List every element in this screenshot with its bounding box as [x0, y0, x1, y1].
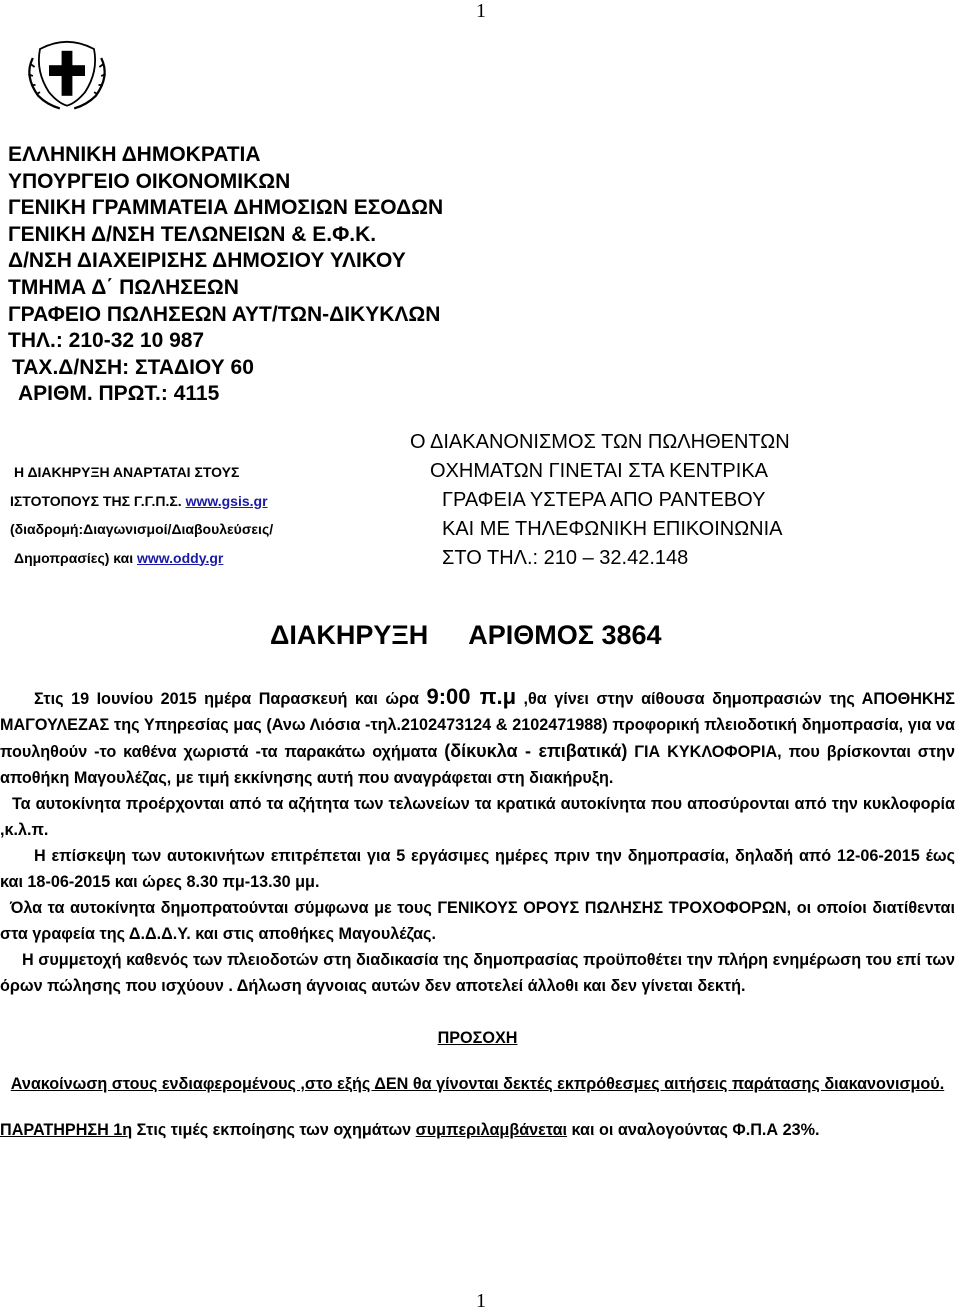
header-line: ΤΜΗΜΑ Δ΄ ΠΩΛΗΣΕΩΝ	[8, 275, 239, 299]
greek-coat-of-arms-icon	[22, 22, 112, 112]
header-line: ΓΡΑΦΕΙΟ ΠΩΛΗΣΕΩΝ ΑΥΤ/ΤΩΝ-ΔΙΚΥΚΛΩΝ	[8, 302, 441, 326]
gsis-link[interactable]: www.gsis.gr	[185, 492, 268, 509]
declaration-body	[0, 684, 955, 1143]
header-line: ΕΛΛΗΝΙΚΗ ΔΗΜΟΚΡΑΤΙΑ	[8, 143, 261, 166]
posting-notice	[8, 458, 273, 572]
header-line: ΓΕΝΙΚΗ Δ/ΝΣΗ ΤΕΛΩΝΕΙΩΝ & Ε.Φ.Κ.	[8, 222, 377, 246]
page-number-top: 1	[476, 0, 486, 22]
paragraph-auction: Στις 19 Ιουνίου 2015 ημέρα Παρασκευή και ώρα 9:00 π.μ ,θα γίνει στην αίθουσα δημοπρασιών της ΑΠΟΘΗΚΗΣ ΜΑΓΟΥΛΕΖΑΣ της Υπηρεσίας μας (Ανω Λιόσια -τηλ.2102473124 & 2102471988) προφορική πλειοδοτική δημοπρασία, για να πουληθούν -το καθένα χωριστά -τα παρακάτω οχήματα (δίκυκλα - επιβατικά) ΓΙΑ ΚΥΚΛΟΦΟΡΙΑ, που βρίσκονται στην αποθήκη Μαγουλέζας, με τιμή εκκίνησης αυτή που αναγράφεται στη διακήρυξη.	[0, 684, 956, 787]
oddy-link[interactable]: www.oddy.gr	[137, 549, 224, 566]
settlement-notice	[400, 428, 900, 573]
remark-underlined: συμπεριλαμβάνεται	[415, 1121, 568, 1139]
auction-time: 9:00 π.μ	[426, 684, 517, 709]
posting-line: ΙΣΤΟΤΟΠΟΥΣ ΤΗΣ Γ.Γ.Π.Σ.	[10, 492, 186, 509]
settlement-line: Ο ΔΙΑΚΑΝΟΝΙΣΜΟΣ ΤΩΝ ΠΩΛΗΘΕΝΤΩΝ	[410, 431, 790, 453]
declaration-title	[270, 620, 662, 651]
announcement: Ανακοίνωση στους ενδιαφερομένους ,στο εξής ΔΕΝ θα γίνονται δεκτές εκπρόθεσμες αιτήσεις παράτασης διακανονισμού.	[10, 1075, 945, 1093]
paragraph-participation: Η συμμετοχή καθενός των πλειοδοτών στη διαδικασία της δημοπρασίας προϋποθέτει την πλήρη ενημέρωση του επί των όρων πώλησης που ισχύουν . Δήλωση άγνοιας αυτών δεν αποτελεί άλλοθι και δεν γίνεται δεκτή.	[0, 951, 955, 995]
settlement-line: ΚΑΙ ΜΕ ΤΗΛΕΦΩΝΙΚΗ ΕΠΙΚΟΙΝΩΝΙΑ	[442, 518, 783, 540]
vehicle-types: (δίκυκλα - επιβατικά)	[444, 741, 628, 761]
remark-label: ΠΑΡΑΤΗΡΗΣΗ 1η	[0, 1121, 133, 1139]
title-right: ΑΡΙΘΜΟΣ 3864	[468, 620, 662, 650]
settlement-line: ΓΡΑΦΕΙΑ ΥΣΤΕΡΑ ΑΠΟ ΡΑΝΤΕΒΟΥ	[442, 489, 766, 511]
settlement-line: ΣΤΟ ΤΗΛ.: 210 – 32.42.148	[442, 547, 689, 569]
page-number-bottom: 1	[476, 1290, 486, 1312]
remark: ΠΑΡΑΤΗΡΗΣΗ 1η Στις τιμές εκποίησης των οχημάτων συμπεριλαμβάνεται και οι αναλογούντας Φ.Π.Α 23%.	[0, 1121, 820, 1139]
posting-line: Δημοπρασίες) και	[14, 549, 137, 566]
attention-heading: ΠΡΟΣΟΧΗ	[437, 1029, 518, 1047]
title-left: ΔΙΑΚΗΡΥΞΗ	[270, 620, 429, 650]
header-line: ΤΑΧ.Δ/ΝΣΗ: ΣΤΑΔΙΟΥ 60	[12, 355, 254, 379]
issuer-header	[8, 142, 443, 408]
header-line: Δ/ΝΣΗ ΔΙΑΧΕΙΡΙΣΗΣ ΔΗΜΟΣΙΟΥ ΥΛΙΚΟΥ	[8, 249, 406, 273]
settlement-line: ΟΧΗΜΑΤΩΝ ΓΙΝΕΤΑΙ ΣΤΑ ΚΕΝΤΡΙΚΑ	[430, 460, 769, 482]
paragraph-visit: Η επίσκεψη των αυτοκινήτων επιτρέπεται για 5 εργάσιμες ημέρες πριν την δημοπρασία, δηλαδή από 12-06-2015 έως και 18-06-2015 και ώρες 8.30 πμ-13.30 μμ.	[0, 847, 955, 891]
posting-line: Η ΔΙΑΚΗΡΥΞΗ ΑΝΑΡΤΑΤΑΙ ΣΤΟΥΣ	[14, 464, 240, 480]
header-line: ΑΡΙΘΜ. ΠΡΩΤ.: 4115	[18, 382, 220, 406]
header-line: ΓΕΝΙΚΗ ΓΡΑΜΜΑΤΕΙΑ ΔΗΜΟΣΙΩΝ ΕΣΟΔΩΝ	[8, 196, 444, 220]
header-line: ΤΗΛ.: 210-32 10 987	[8, 329, 205, 353]
paragraph-origin: Τα αυτοκίνητα προέρχονται από τα αζήτητα των τελωνείων τα κρατικά αυτοκίνητα που αποσύρονται από την κυκλοφορία ,κ.λ.π.	[0, 795, 955, 839]
posting-line: (διαδρομή:Διαγωνισμοί/Διαβουλεύσεις/	[10, 521, 274, 537]
paragraph-terms: Όλα τα αυτοκίνητα δημοπρατούνται σύμφωνα με τους ΓΕΝΙΚΟΥΣ ΟΡΟΥΣ ΠΩΛΗΣΗΣ ΤΡΟΧΟΦΟΡΩΝ, οι οποίοι διατίθενται στα γραφεία της Δ.Δ.Δ.Υ. και στις αποθήκες Μαγουλέζας.	[0, 899, 955, 943]
header-line: ΥΠΟΥΡΓΕΙΟ ΟΙΚΟΝΟΜΙΚΩΝ	[8, 169, 291, 193]
